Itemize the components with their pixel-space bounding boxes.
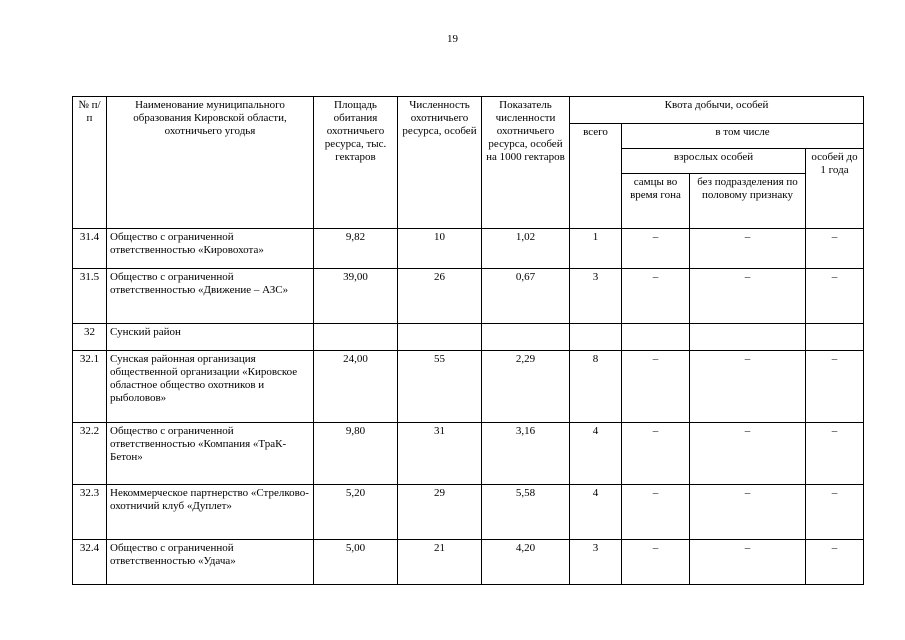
page-number: 19 xyxy=(447,33,458,45)
row-young: – xyxy=(806,351,864,423)
row-name: Общество с ограниченной ответственностью «Движение – АЗС» xyxy=(107,269,314,324)
row-total: 8 xyxy=(570,351,622,423)
row-num: 32 xyxy=(73,324,107,351)
row-area: 5,20 xyxy=(314,485,398,540)
header-quota: Квота добычи, особей xyxy=(570,97,864,124)
row-area: 5,00 xyxy=(314,540,398,585)
header-index: Показатель численности охотничьего ресурса, особей на 1000 гектаров xyxy=(482,97,570,229)
row-total: 4 xyxy=(570,423,622,485)
row-males: – xyxy=(622,269,690,324)
row-index: 2,29 xyxy=(482,351,570,423)
row-area: 9,82 xyxy=(314,229,398,269)
header-num: № п/п xyxy=(73,97,107,229)
row-count: 10 xyxy=(398,229,482,269)
header-total: всего xyxy=(570,124,622,229)
row-name: Общество с ограниченной ответственностью «Кировохота» xyxy=(107,229,314,269)
row-num: 32.3 xyxy=(73,485,107,540)
row-males: – xyxy=(622,351,690,423)
row-num: 32.2 xyxy=(73,423,107,485)
header-name: Наименование муниципального образования Кировской области, охотничьего угодья xyxy=(107,97,314,229)
row-count: 29 xyxy=(398,485,482,540)
table-row xyxy=(73,269,864,324)
row-total: 3 xyxy=(570,540,622,585)
row-young: – xyxy=(806,229,864,269)
row-count: 21 xyxy=(398,540,482,585)
row-no-sex: – xyxy=(690,540,806,585)
row-males: – xyxy=(622,229,690,269)
row-area xyxy=(314,324,398,351)
row-name: Общество с ограниченной ответственностью «Компания «ТраК-Бетон» xyxy=(107,423,314,485)
row-no-sex: – xyxy=(690,351,806,423)
header-area: Площадь обитания охотничьего ресурса, тыс. гектаров xyxy=(314,97,398,229)
row-males: – xyxy=(622,423,690,485)
table-row xyxy=(73,229,864,269)
row-index: 5,58 xyxy=(482,485,570,540)
header-including: в том числе xyxy=(622,124,864,149)
row-males: – xyxy=(622,540,690,585)
row-count: 55 xyxy=(398,351,482,423)
header-males-rut: самцы во время гона xyxy=(622,174,690,229)
row-males xyxy=(622,324,690,351)
row-count: 26 xyxy=(398,269,482,324)
row-num: 31.5 xyxy=(73,269,107,324)
header-no-sex-division: без подразделения по половому признаку xyxy=(690,174,806,229)
row-area: 9,80 xyxy=(314,423,398,485)
row-name: Сунский район xyxy=(107,324,314,351)
row-total: 4 xyxy=(570,485,622,540)
row-index xyxy=(482,324,570,351)
row-name: Некоммерческое партнерство «Стрелково-охотничий клуб «Дуплет» xyxy=(107,485,314,540)
row-young: – xyxy=(806,540,864,585)
row-num: 32.1 xyxy=(73,351,107,423)
row-count xyxy=(398,324,482,351)
row-total: 1 xyxy=(570,229,622,269)
row-area: 24,00 xyxy=(314,351,398,423)
row-young: – xyxy=(806,423,864,485)
row-no-sex: – xyxy=(690,229,806,269)
header-count: Численность охотничьего ресурса, особей xyxy=(398,97,482,229)
row-young: – xyxy=(806,269,864,324)
row-no-sex: – xyxy=(690,269,806,324)
row-name: Сунская районная организация общественной организации «Кировское областное общество охотников и рыболовов» xyxy=(107,351,314,423)
table-row xyxy=(73,324,864,351)
row-area: 39,00 xyxy=(314,269,398,324)
row-index: 3,16 xyxy=(482,423,570,485)
row-total xyxy=(570,324,622,351)
row-no-sex: – xyxy=(690,423,806,485)
row-index: 0,67 xyxy=(482,269,570,324)
row-index: 4,20 xyxy=(482,540,570,585)
row-num: 31.4 xyxy=(73,229,107,269)
row-no-sex xyxy=(690,324,806,351)
table-row xyxy=(73,351,864,423)
row-no-sex: – xyxy=(690,485,806,540)
row-index: 1,02 xyxy=(482,229,570,269)
row-name: Общество с ограниченной ответственностью «Удача» xyxy=(107,540,314,585)
row-young: – xyxy=(806,485,864,540)
row-young xyxy=(806,324,864,351)
table-row xyxy=(73,485,864,540)
row-num: 32.4 xyxy=(73,540,107,585)
row-males: – xyxy=(622,485,690,540)
header-under-one-year: особей до 1 года xyxy=(806,149,864,229)
header-adults: взрослых особей xyxy=(622,149,806,174)
hunting-quota-table xyxy=(72,96,864,585)
row-total: 3 xyxy=(570,269,622,324)
table-row xyxy=(73,423,864,485)
table-row xyxy=(73,540,864,585)
row-count: 31 xyxy=(398,423,482,485)
